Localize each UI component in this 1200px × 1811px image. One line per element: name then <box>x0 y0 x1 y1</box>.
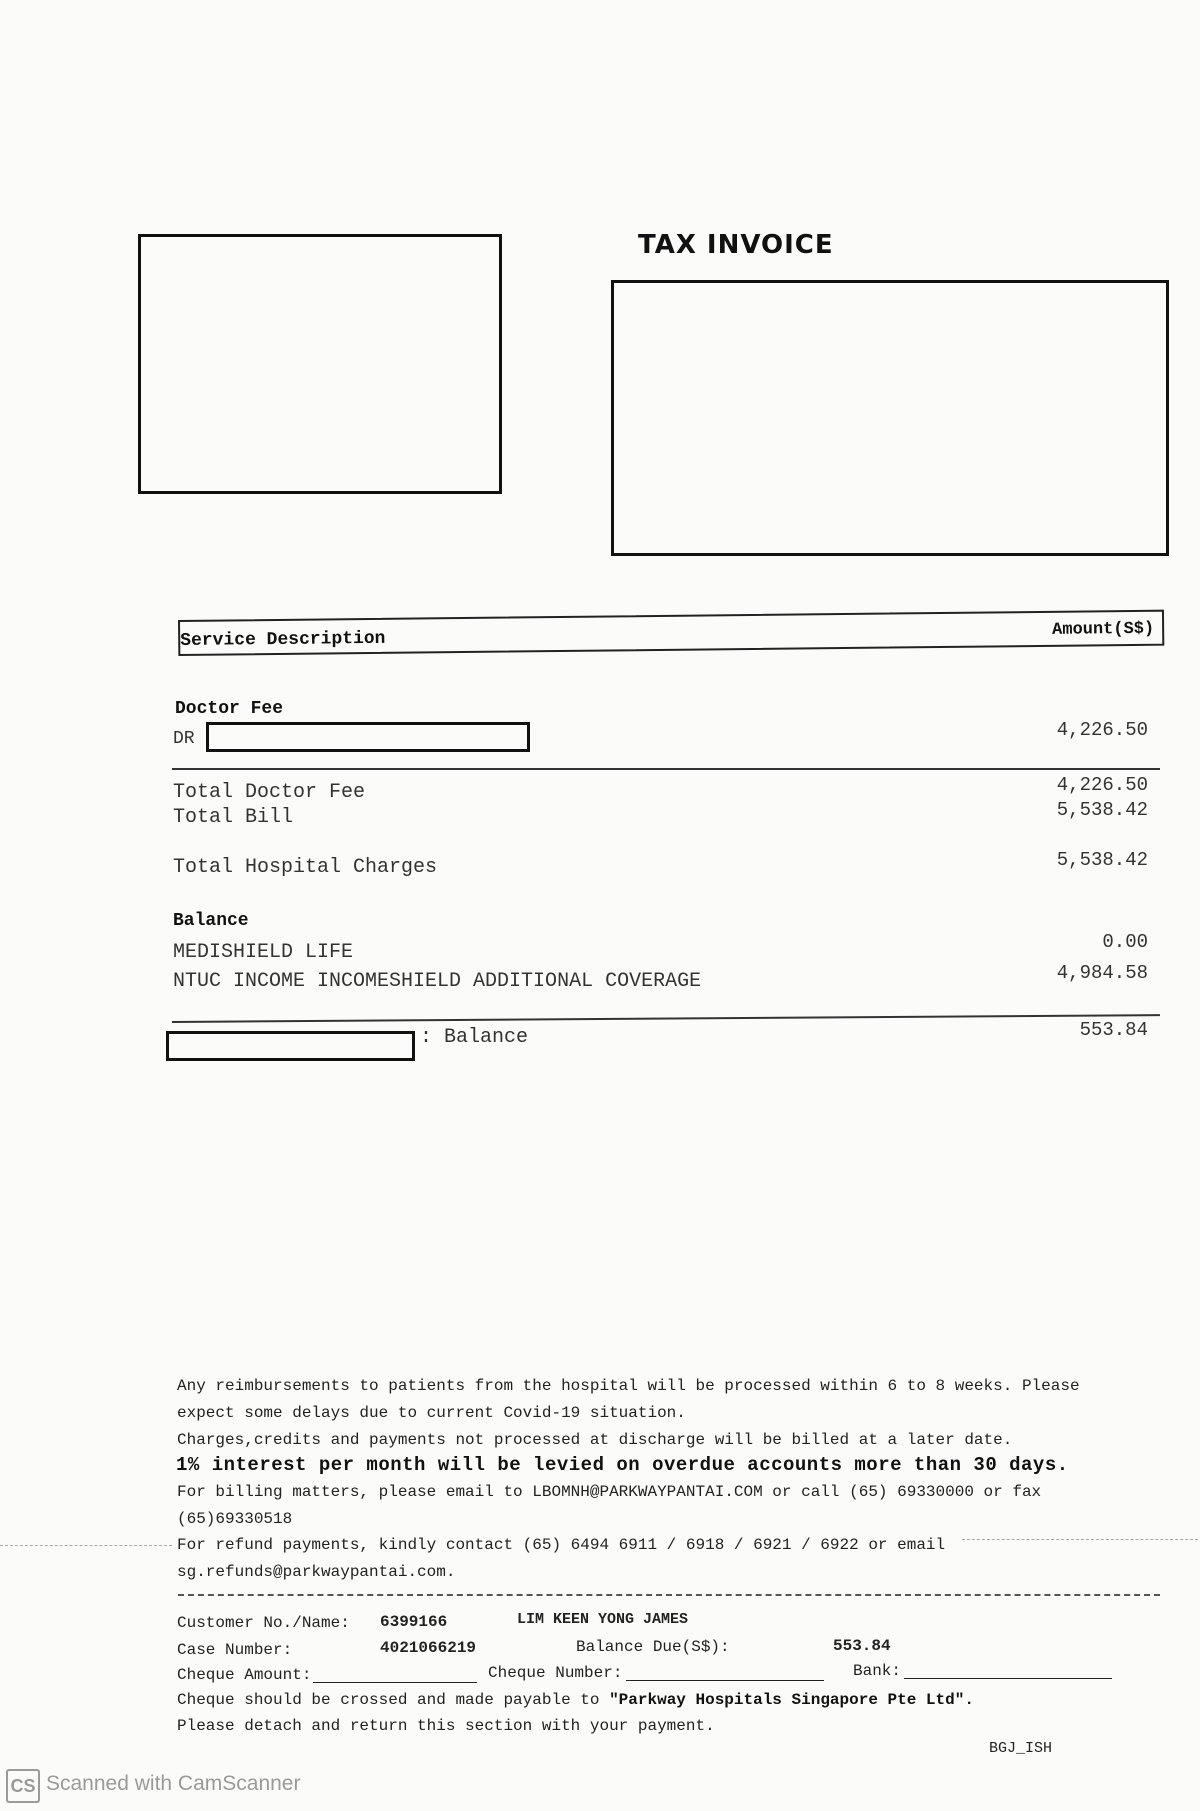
final-balance-label: : Balance <box>420 1026 529 1049</box>
redacted-logo-box <box>138 234 502 494</box>
fold-dashed-line-right <box>962 1539 1198 1540</box>
medishield-amount: 0.00 <box>1102 931 1148 953</box>
total-hospital-charges-label: Total Hospital Charges <box>173 856 438 879</box>
cheque-amount-field <box>313 1682 477 1683</box>
note-fax: (65)69330518 <box>177 1510 293 1528</box>
customer-name: LIM KEEN YONG JAMES <box>517 1611 689 1628</box>
total-doctor-fee-label: Total Doctor Fee <box>173 781 366 804</box>
case-number: 4021066219 <box>380 1639 477 1657</box>
customer-label: Customer No./Name: <box>177 1614 350 1632</box>
camscanner-logo: CS <box>6 1769 40 1803</box>
redacted-address-box <box>611 280 1169 556</box>
total-bill-label: Total Bill <box>173 806 294 829</box>
total-doctor-fee-amount: 4,226.50 <box>1056 774 1148 796</box>
note-refund-email: sg.refunds@parkwaypantai.com. <box>177 1563 456 1581</box>
payable-note <box>177 1691 974 1709</box>
document-code: BGJ_ISH <box>989 1740 1053 1757</box>
doctor-fee-amount: 4,226.50 <box>1056 719 1148 741</box>
bank-label: Bank: <box>853 1662 902 1680</box>
page-title: TAX INVOICE <box>638 230 834 260</box>
note-billing-contact: For billing matters, please email to LBOMNH@PARKWAYPANTAI.COM or call (65) 69330000 or fax <box>177 1483 1042 1501</box>
balance-due-amount: 553.84 <box>833 1637 891 1655</box>
balance-heading: Balance <box>173 911 249 931</box>
cheque-number-label: Cheque Number: <box>488 1664 623 1682</box>
doctor-prefix: DR <box>173 729 195 749</box>
note-reimbursement-1: Any reimbursements to patients from the hospital will be processed within 6 to 8 weeks. Please <box>177 1377 1080 1395</box>
medishield-label: MEDISHIELD LIFE <box>173 941 354 964</box>
total-hospital-charges-amount: 5,538.42 <box>1056 849 1148 871</box>
customer-number: 6399166 <box>380 1613 448 1631</box>
tear-off-line <box>178 1594 1160 1596</box>
cheque-number-field <box>626 1680 824 1681</box>
divider-line <box>172 768 1160 770</box>
balance-due-label: Balance Due(S$): <box>576 1638 730 1656</box>
note-interest: 1% interest per month will be levied on overdue accounts more than 30 days. <box>176 1454 1069 1476</box>
amount-header: Amount(S$) <box>1052 619 1155 640</box>
final-balance-amount: 553.84 <box>1079 1019 1148 1041</box>
table-header <box>178 610 1164 656</box>
redacted-patient-name <box>166 1031 415 1061</box>
fold-dashed-line <box>0 1545 172 1546</box>
ntuc-income-label: NTUC INCOME INCOMESHIELD ADDITIONAL COVERAGE <box>173 970 702 993</box>
ntuc-income-amount: 4,984.58 <box>1056 962 1148 984</box>
payable-to: "Parkway Hospitals Singapore Pte Ltd". <box>609 1691 974 1709</box>
payable-prefix: Cheque should be crossed and made payable to <box>177 1691 610 1709</box>
note-reimbursement-2: expect some delays due to current Covid-19 situation. <box>177 1404 686 1422</box>
detach-note: Please detach and return this section with your payment. <box>177 1717 715 1735</box>
service-description-header: Service Description <box>180 628 386 651</box>
cheque-amount-label: Cheque Amount: <box>177 1666 312 1684</box>
note-billing-later: Charges,credits and payments not processed at discharge will be billed at a later date. <box>177 1431 1013 1449</box>
doctor-fee-heading: Doctor Fee <box>175 699 284 719</box>
bank-field <box>904 1678 1112 1679</box>
total-bill-amount: 5,538.42 <box>1056 799 1148 821</box>
redacted-doctor-name <box>206 722 530 752</box>
scanned-watermark: Scanned with CamScanner <box>46 1772 301 1795</box>
case-number-label: Case Number: <box>177 1641 293 1659</box>
note-refund: For refund payments, kindly contact (65) 6494 6911 / 6918 / 6921 / 6922 or email <box>177 1536 946 1554</box>
